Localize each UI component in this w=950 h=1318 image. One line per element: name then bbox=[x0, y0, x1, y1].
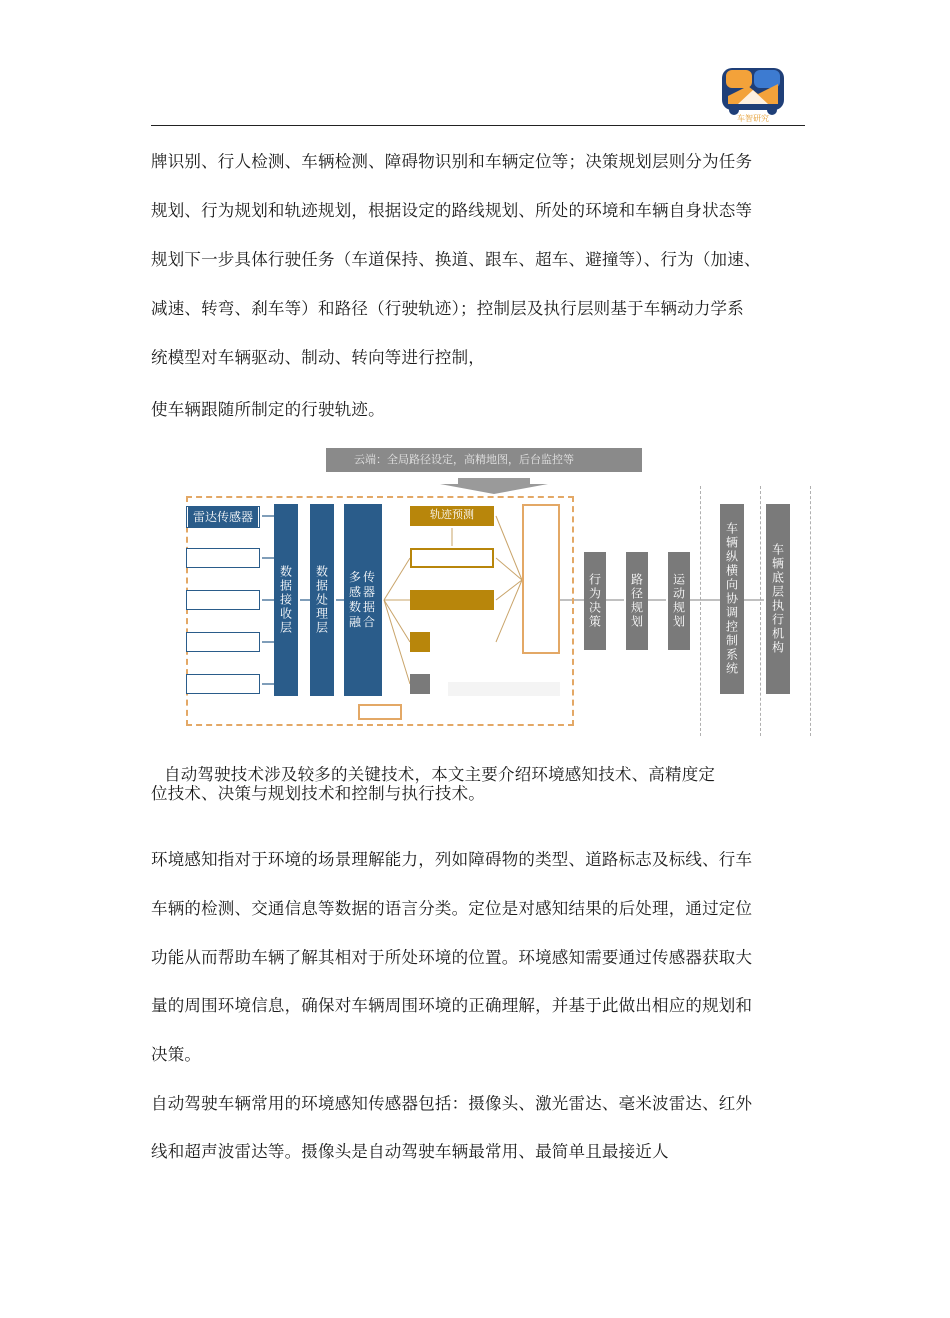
motion-planning: 运动规划 bbox=[668, 552, 690, 650]
prediction-box bbox=[410, 548, 494, 568]
paragraph-line: 统模型对车辆驱动、制动、转向等进行控制， bbox=[151, 348, 485, 367]
header-divider bbox=[151, 125, 805, 126]
sensor-label-radar: 雷达传感器 bbox=[188, 507, 258, 527]
logo-text: 车智研究 bbox=[737, 114, 769, 123]
prediction-box bbox=[410, 590, 494, 610]
paragraph-line: 减速、转弯、刹车等）和路径（行驶轨迹）；控制层及执行层则基于车辆动力学系 bbox=[151, 299, 744, 318]
prediction-box bbox=[448, 682, 560, 696]
paragraph-line: 功能从而帮助车辆了解其相对于所处环境的位置。环境感知需要通过传感器获取大 bbox=[151, 948, 753, 967]
data-receive-layer: 数据接收层 bbox=[274, 504, 298, 696]
paragraph-line: 自动驾驶车辆常用的环境感知传感器包括：摄像头、激光雷达、毫米波雷达、红外 bbox=[151, 1094, 753, 1113]
paragraph-line: 车辆的检测、交通信息等数据的语言分类。定位是对感知结果的后处理，通过定位 bbox=[151, 899, 753, 918]
paragraph-line: 量的周围环境信息，确保对车辆周围环境的正确理解，并基于此做出相应的规划和 bbox=[151, 996, 753, 1015]
sensor-box bbox=[186, 590, 260, 610]
cut-caption-text: 自动驾驶技术涉及较多的关键技术，本文主要介绍环境感知技术、高精度定 bbox=[164, 765, 716, 784]
paragraph-line: 使车辆跟随所制定的行驶轨迹。 bbox=[151, 400, 385, 419]
sensor-box bbox=[186, 548, 260, 568]
paragraph-line: 牌识别、行人检测、车辆检测、障碍物识别和车辆定位等；决策规划层则分为任务 bbox=[151, 152, 753, 171]
vehicle-control-system: 车辆纵横向协调控制系统 bbox=[720, 504, 744, 694]
divider-line bbox=[810, 486, 811, 736]
vehicle-actuator: 车辆底层执行机构 bbox=[766, 504, 790, 694]
cut-caption bbox=[164, 760, 716, 784]
paragraph-line: 规划、行为规划和轨迹规划，根据设定的路线规划、所处的环境和车辆自身状态等 bbox=[151, 201, 753, 220]
paragraph-line: 决策。 bbox=[151, 1045, 202, 1064]
brand-logo bbox=[718, 66, 788, 124]
trajectory-prediction: 轨迹预测 bbox=[410, 506, 494, 526]
paragraph-line: 环境感知指对于环境的场景理解能力，列如障碍物的类型、道路标志及标线、行车 bbox=[151, 850, 753, 869]
path-planning: 路径规划 bbox=[626, 552, 648, 650]
paragraph-line: 位技术、决策与规划技术和控制与执行技术。 bbox=[151, 784, 485, 803]
divider-line bbox=[760, 486, 761, 736]
divider-line bbox=[700, 486, 701, 736]
behavior-decision: 行为决策 bbox=[584, 552, 606, 650]
sensor-fusion-layer: 多传感器数据融合 bbox=[344, 504, 382, 696]
fusion-output-box bbox=[522, 504, 560, 654]
sensor-box bbox=[186, 674, 260, 694]
prediction-box bbox=[410, 674, 430, 694]
cloud-box: 云端：全局路径设定，高精地图，后台监控等 bbox=[326, 448, 642, 472]
sensor-box bbox=[186, 632, 260, 652]
legend-box bbox=[358, 704, 402, 720]
paragraph-line: 线和超声波雷达等。摄像头是自动驾驶车辆最常用、最简单且最接近人 bbox=[151, 1142, 669, 1161]
data-process-layer: 数据处理层 bbox=[310, 504, 334, 696]
prediction-box bbox=[410, 632, 430, 652]
architecture-diagram bbox=[186, 444, 814, 734]
paragraph-line: 规划下一步具体行驶任务（车道保持、换道、跟车、超车、避撞等）、行为（加速、 bbox=[151, 250, 761, 269]
